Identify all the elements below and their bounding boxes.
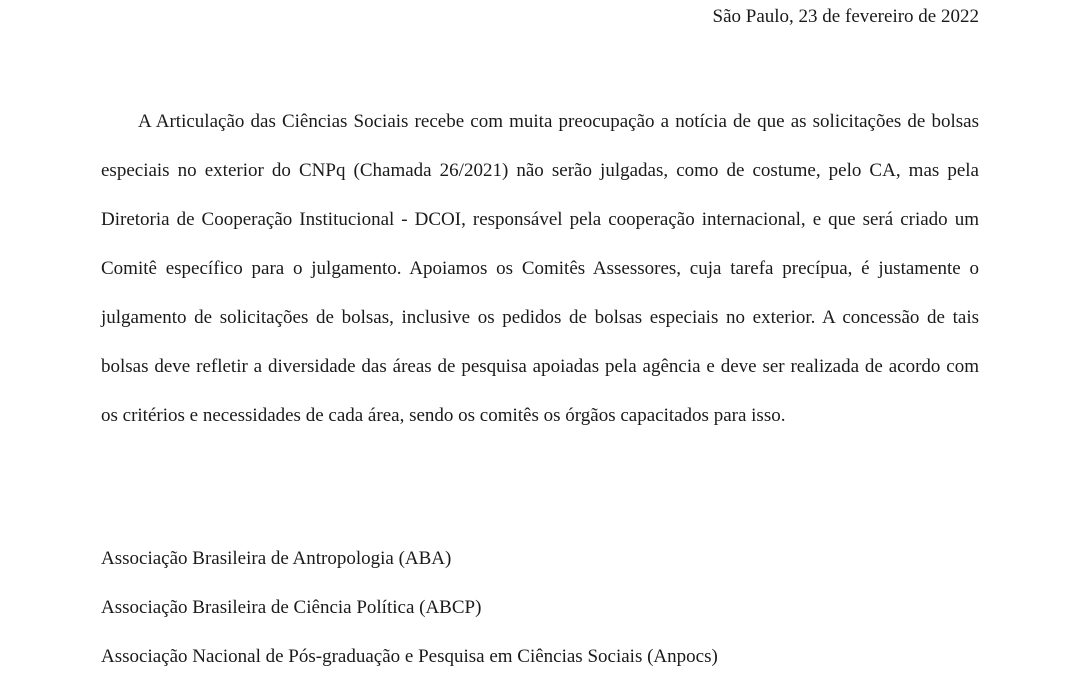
signatories-list [101, 534, 718, 681]
signatory-aba: Associação Brasileira de Antropologia (ABA) [101, 548, 452, 569]
signatory-anpocs: Associação Nacional de Pós-graduação e Pesquisa em Ciências Sociais (Anpocs) [101, 646, 718, 667]
signatory-abcp: Associação Brasileira de Ciência Política (ABCP) [101, 597, 482, 618]
place-date: São Paulo, 23 de fevereiro de 2022 [712, 6, 979, 27]
letter-body-paragraph: A Articulação das Ciências Sociais recebe com muita preocupação a notícia de que as solicitações de bolsas especiais no exterior do CNPq (Chamada 26/2021) não serão julgadas, como de costume, pelo CA, mas pela Diretoria de Cooperação Institucional - DCOI, responsável pela cooperação internacional, e que será criado um Comitê específico para o julgamento. Apoiamos os Comitês Assessores, cuja tarefa precípua, é justamente o julgamento de solicitações de bolsas, inclusive os pedidos de bolsas especiais no exterior. A concessão de tais bolsas deve refletir a diversidade das áreas de pesquisa apoiadas pela agência e deve ser realizada de acordo com os critérios e necessidades de cada área, sendo os comitês os órgãos capacitados para isso. [101, 111, 979, 426]
